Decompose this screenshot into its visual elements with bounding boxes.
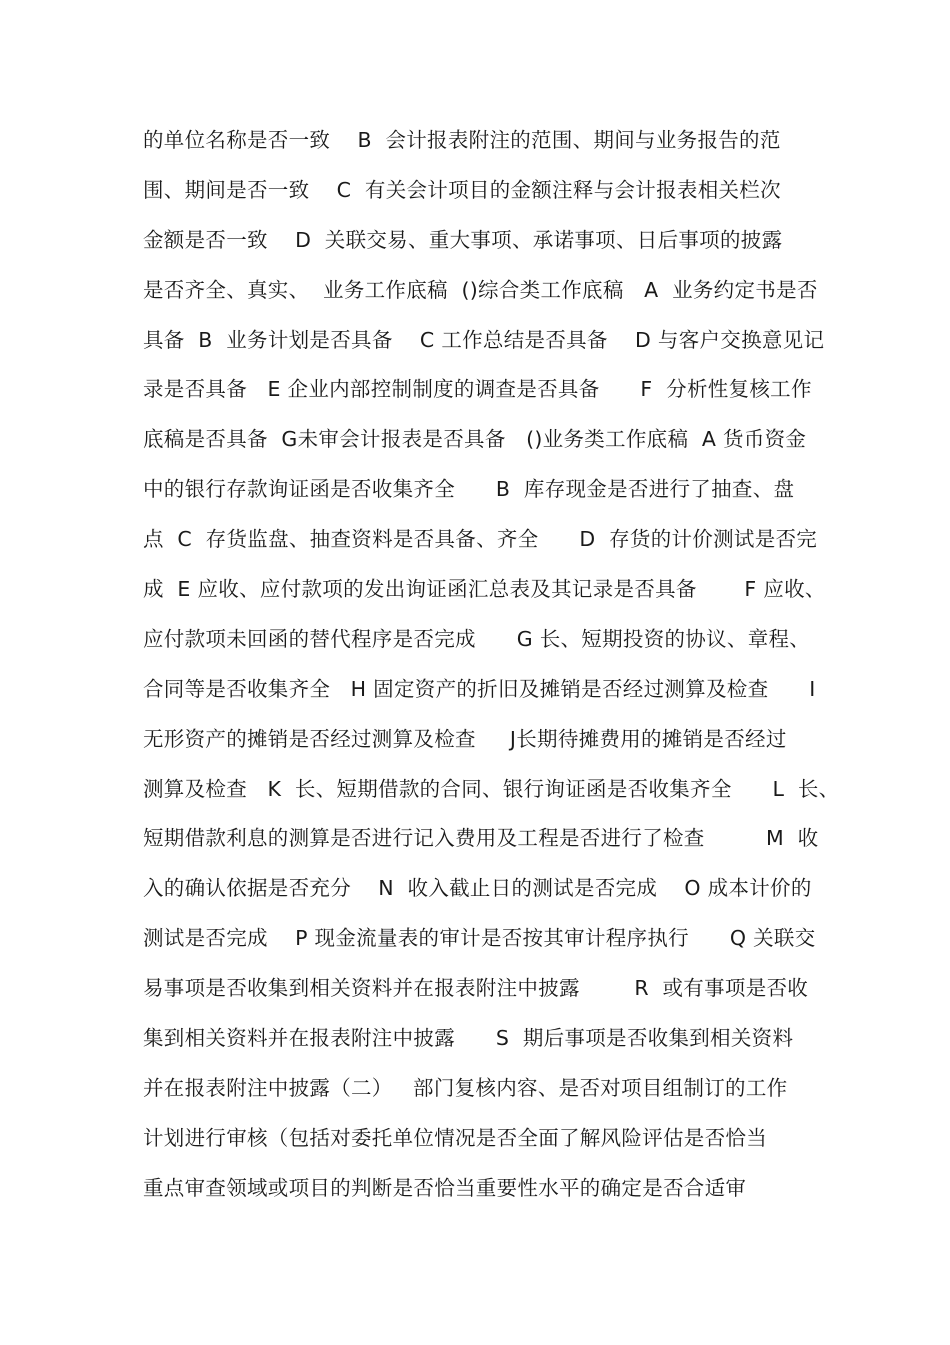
body-text — [143, 120, 843, 1218]
text-line: 中的银行存款询证函是否收集齐全 B 库存现金是否进行了抽查、盘 — [143, 477, 795, 502]
text-line: 点 C 存货监盘、抽查资料是否具备、齐全 D 存货的计价测试是否完 — [143, 527, 818, 552]
text-line: 并在报表附注中披露（二） 部门复核内容、是否对项目组制订的工作 — [143, 1075, 788, 1100]
text-line: 合同等是否收集齐全 H 固定资产的折旧及摊销是否经过测算及检查 I — [143, 676, 816, 701]
text-line: 无形资产的摊销是否经过测算及检查 J长期待摊费用的摊销是否经过 — [143, 726, 787, 751]
text-line: 短期借款利息的测算是否进行记入费用及工程是否进行了检查 M 收 — [143, 826, 819, 851]
text-line: 易事项是否收集到相关资料并在报表附注中披露 R 或有事项是否收 — [143, 976, 809, 1001]
text-line: 计划进行审核（包括对委托单位情况是否全面了解风险评估是否恰当 — [143, 1125, 767, 1150]
text-line: 入的确认依据是否充分 N 收入截止日的测试是否完成 O 成本计价的 — [143, 876, 812, 901]
text-line: 金额是否一致 D 关联交易、重大事项、承诺事项、日后事项的披露 — [143, 227, 783, 252]
text-line: 测试是否完成 P 现金流量表的审计是否按其审计程序执行 Q 关联交 — [143, 926, 816, 951]
text-line: 应付款项未回函的替代程序是否完成 G 长、短期投资的协议、章程、 — [143, 626, 811, 651]
text-line: 录是否具备 E 企业内部控制制度的调查是否具备 F 分析性复核工作 — [143, 377, 812, 402]
text-line: 的单位名称是否一致 B 会计报表附注的范围、期间与业务报告的范 — [143, 128, 781, 152]
text-line: 成 E 应收、应付款项的发出询证函汇总表及其记录是否具备 F 应收、 — [143, 577, 826, 602]
text-line: 重点审查领域或项目的判断是否恰当重要性水平的确定是否合适审 — [143, 1175, 747, 1200]
text-line: 是否齐全、真实、 业务工作底稿 ()综合类工作底稿 A 业务约定书是否 — [143, 277, 818, 302]
text-line: 围、期间是否一致 C 有关会计项目的金额注释与会计报表相关栏次 — [143, 177, 781, 202]
text-line: 测算及检查 K 长、短期借款的合同、银行询证函是否收集齐全 L 长、 — [143, 776, 840, 801]
text-line: 集到相关资料并在报表附注中披露 S 期后事项是否收集到相关资料 — [143, 1026, 794, 1051]
text-line: 底稿是否具备 G未审会计报表是否具备 ()业务类工作底稿 A 货币资金 — [143, 427, 807, 452]
text-line: 具备 B 业务计划是否具备 C 工作总结是否具备 D 与客户交换意见记 — [143, 327, 825, 352]
